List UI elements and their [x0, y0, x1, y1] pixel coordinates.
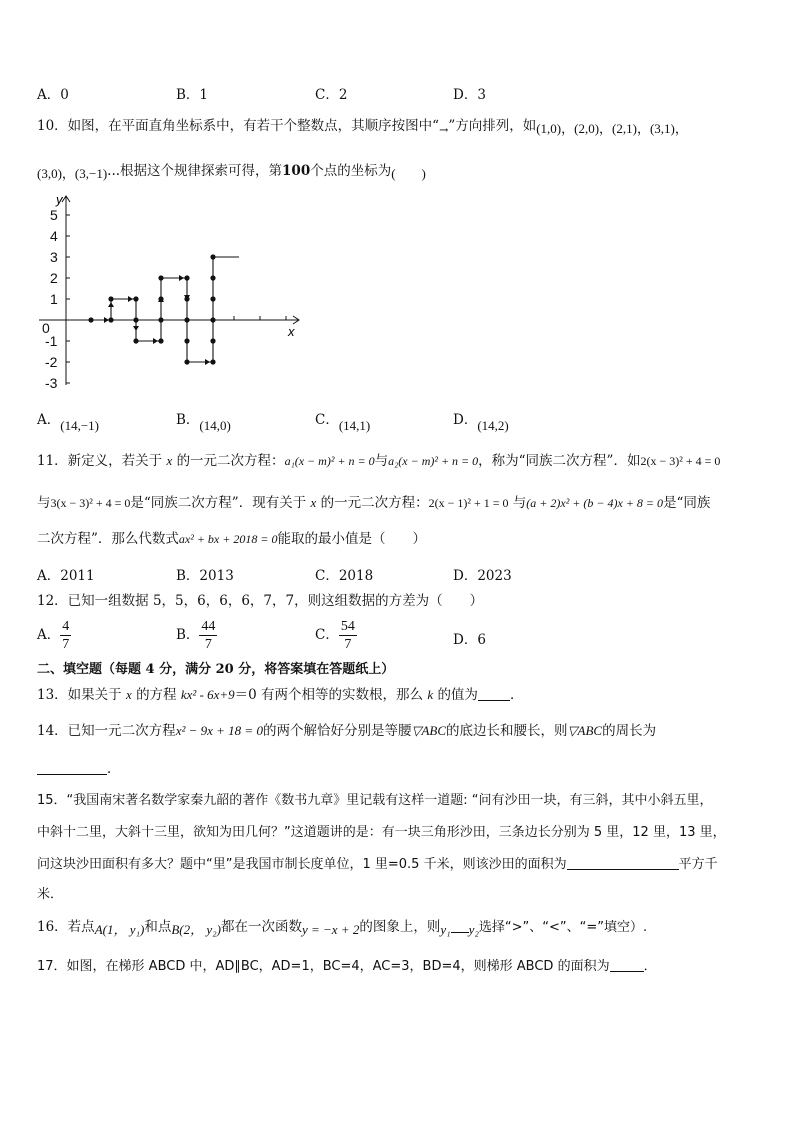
q9-option-b: B．1: [176, 87, 209, 103]
q15-line4: 米．: [37, 887, 64, 902]
q15-line1: 15．“我国南宋著名数学家秦九韶的著作《数书九章》里记载有这样一道题: “问有沙田一块，有三斜，其中小斜五里，: [37, 793, 713, 808]
q10-option-d: D．(14,2): [453, 412, 509, 433]
q16: 16．若点A(1， y₁)和点B(2， y₂)都在一次函数y = −x + 2的图象上，则y₁ y₂选择“>”、“<”、“=”填空）.: [37, 919, 648, 937]
section2-heading: 二、填空题（每题 4 分，满分 20 分，将答案填在答题纸上）: [37, 662, 395, 677]
y-tick-neg3: -3: [45, 375, 58, 391]
q11-option-c: C．2018: [315, 568, 374, 584]
q11-option-a: A．2011: [37, 568, 95, 584]
q13-answer-blank[interactable]: [478, 686, 510, 701]
y-tick-4: 4: [50, 228, 58, 244]
y-tick-1: 1: [50, 291, 58, 307]
q16-answer-blank[interactable]: [451, 918, 469, 933]
q9-option-c: C．2: [315, 87, 348, 103]
y-tick-0: 0: [42, 320, 50, 336]
q10-line1: 10．如图，在平面直角坐标系中，有若干个整数点，其顺序按图中“$_\to$”方向排列，如(1,0)，(2,0)，(2,1)，(3,1)，: [37, 118, 688, 137]
q13: 13．如果关于 x 的方程 kx² - 6x+9＝0 有两个相等的实数根，那么 k 的值为 ．: [37, 687, 524, 703]
q14-answer-blank[interactable]: [37, 760, 107, 775]
q12-option-d: D．6: [453, 632, 486, 648]
q11-line3: 二次方程”．那么代数式ax² + bx + 2018 = 0能取的最小值是（ ）: [37, 531, 426, 547]
q12-option-c: C． $\frac{54}{7}$: [315, 619, 355, 652]
graph-y-label: y: [56, 192, 63, 207]
q15-line2: 中斜十二里，大斜十三里，欲知为田几何？”这道题讲的是：有一块三角形沙田，三条边长分别为 5 里，12 里，13 里，: [37, 825, 726, 840]
q15-line3: 问这块沙田面积有多大？题中“里”是我国市制长度单位，1 里=0.5 千米，则该沙田的面积为 平方千: [37, 857, 718, 872]
q10-option-a: A．(14,−1): [37, 412, 99, 433]
q9-option-a: A．0: [37, 87, 69, 103]
y-tick-5: 5: [50, 207, 58, 223]
q9-option-d: D．3: [453, 87, 486, 103]
q11-option-b: B．2013: [176, 568, 234, 584]
q12-option-b: B． $\frac{44}{7}$: [176, 619, 216, 652]
q17-answer-blank[interactable]: [610, 957, 644, 972]
q10-line2: (3,0)，(3,−1)...根据这个规律探索可得，第100个点的坐标为( ): [37, 163, 426, 181]
q11-line1: 11．新定义，若关于 x 的一元二次方程：a₁(x − m)² + n = 0与a₂(x − m)² + n = 0，称为“同族二次方程”．如2(x − 3)² + 4 = 0: [37, 453, 721, 469]
y-tick-neg1: -1: [45, 333, 58, 349]
q11-line2: 与3(x − 3)² + 4 = 0是“同族二次方程”．现有关于 x 的一元二次方程：2(x − 1)² + 1 = 0 与(a + 2)x² + (b − 4)x + 8 = 0是“同族: [37, 495, 711, 511]
q14-line2: ．: [37, 760, 121, 778]
y-tick-2: 2: [50, 270, 58, 286]
q11-option-d: D．2023: [453, 568, 512, 584]
q15-answer-blank[interactable]: [567, 855, 679, 870]
q17: 17．如图，在梯形 ABCD 中，AD∥BC，AD=1，BC=4，AC=3，BD=4，则梯形 ABCD 的面积为 ．: [37, 959, 657, 974]
q14-line1: 14．已知一元二次方程x² − 9x + 18 = 0的两个解恰好分别是等腰▽ABC的底边长和腰长，则▽ABC的周长为: [37, 723, 657, 739]
y-tick-neg2: -2: [45, 354, 58, 370]
q10-coordinate-graph: [34, 190, 306, 400]
q10-option-b: B．(14,0): [176, 412, 231, 433]
q12-option-a: A． $\frac{4}{7}$: [37, 619, 70, 652]
q12-stem: 12．已知一组数据 5，5，6，6，6，7，7，则这组数据的方差为（ ）: [37, 593, 484, 609]
y-tick-3: 3: [50, 249, 58, 265]
graph-x-label: x: [288, 324, 295, 339]
q10-option-c: C．(14,1): [315, 412, 371, 433]
